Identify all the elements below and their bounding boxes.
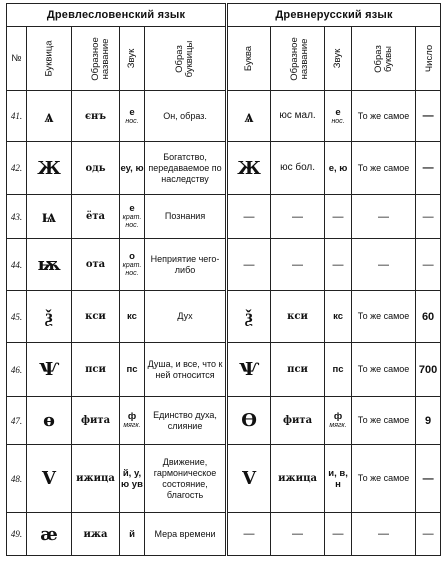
r-letter-meaning: То же самое bbox=[352, 445, 416, 513]
r-letter-sound bbox=[325, 195, 352, 239]
header-name bbox=[72, 27, 120, 91]
header-r-letter bbox=[227, 27, 271, 91]
r-letter-value: — bbox=[416, 239, 441, 291]
r-letter-sound bbox=[325, 513, 352, 556]
r-letter-glyph: ѧ bbox=[227, 91, 271, 142]
sound-note: мягк. bbox=[123, 422, 141, 429]
r-letter-name: — bbox=[271, 513, 325, 556]
letter-name: ижа bbox=[72, 513, 120, 556]
r-sound-text: — bbox=[332, 210, 344, 223]
table-row bbox=[7, 142, 441, 195]
letter-sound bbox=[120, 445, 145, 513]
r-letter-sound bbox=[325, 343, 352, 397]
title-old-church-slavonic: Древлесловенский язык bbox=[7, 4, 227, 27]
sound-note: крат. нос. bbox=[122, 262, 142, 277]
letter-glyph: Ж bbox=[27, 142, 72, 195]
table-row bbox=[7, 195, 441, 239]
letter-glyph: æ bbox=[27, 513, 72, 556]
alphabet-table-page bbox=[6, 3, 440, 558]
letter-name: кси bbox=[72, 291, 120, 343]
letter-meaning: Богатство, передаваемое по наследству bbox=[145, 142, 227, 195]
table-row bbox=[7, 445, 441, 513]
row-number: 45. bbox=[7, 291, 27, 343]
letter-name: ёта bbox=[72, 195, 120, 239]
letter-sound bbox=[120, 195, 145, 239]
r-letter-name: — bbox=[271, 239, 325, 291]
letter-sound bbox=[120, 239, 145, 291]
r-letter-meaning: То же самое bbox=[352, 291, 416, 343]
r-sound-text: и, в, н bbox=[328, 467, 348, 490]
letter-glyph: V bbox=[27, 445, 72, 513]
r-letter-meaning: То же самое bbox=[352, 91, 416, 142]
letter-name: пси bbox=[72, 343, 120, 397]
r-letter-glyph: — bbox=[227, 195, 271, 239]
letter-glyph: ѯ bbox=[27, 291, 72, 343]
letter-meaning: Неприятие чего-либо bbox=[145, 239, 227, 291]
r-letter-sound bbox=[325, 142, 352, 195]
r-letter-value: — bbox=[416, 513, 441, 556]
r-letter-name: — bbox=[271, 195, 325, 239]
r-sound-text: ф bbox=[333, 411, 343, 422]
r-letter-sound bbox=[325, 445, 352, 513]
r-letter-meaning: — bbox=[352, 239, 416, 291]
header-meaning bbox=[145, 27, 227, 91]
r-letter-meaning: — bbox=[352, 195, 416, 239]
row-number: 46. bbox=[7, 343, 27, 397]
r-letter-name: пси bbox=[271, 343, 325, 397]
r-letter-name: кси bbox=[271, 291, 325, 343]
header-r-name bbox=[271, 27, 325, 91]
header-r-sound-text: Звук bbox=[332, 48, 344, 69]
r-sound-text: пс bbox=[332, 364, 344, 375]
header-sound-text: Звук bbox=[126, 48, 138, 69]
letter-meaning: Мера времени bbox=[145, 513, 227, 556]
sound-text: е bbox=[129, 203, 135, 214]
r-letter-meaning: — bbox=[352, 513, 416, 556]
header-r-meaning bbox=[352, 27, 416, 91]
r-letter-sound bbox=[325, 239, 352, 291]
r-letter-value: — bbox=[416, 142, 441, 195]
table-row bbox=[7, 343, 441, 397]
r-letter-glyph: V bbox=[227, 445, 271, 513]
sound-text: й bbox=[129, 528, 135, 540]
letter-name: фита bbox=[72, 397, 120, 445]
table-row bbox=[7, 91, 441, 142]
header-sound bbox=[120, 27, 145, 91]
letter-glyph: ѩ bbox=[27, 195, 72, 239]
letter-sound bbox=[120, 91, 145, 142]
letter-sound bbox=[120, 343, 145, 397]
letter-meaning: Единство духа, слияние bbox=[145, 397, 227, 445]
row-number: 41. bbox=[7, 91, 27, 142]
r-letter-glyph: Ж bbox=[227, 142, 271, 195]
sound-note: крат. нос. bbox=[122, 214, 142, 229]
header-num bbox=[7, 27, 27, 91]
r-sound-text: — bbox=[332, 528, 344, 540]
r-letter-name: фита bbox=[271, 397, 325, 445]
header-r-meaning-text: Образ буквы bbox=[372, 44, 394, 73]
row-number: 47. bbox=[7, 397, 27, 445]
sound-note: нос. bbox=[125, 117, 139, 125]
sound-text: е bbox=[129, 106, 135, 118]
letter-sound bbox=[120, 142, 145, 195]
r-letter-value: 700 bbox=[416, 343, 441, 397]
table-row bbox=[7, 239, 441, 291]
title-old-russian: Древнерусский язык bbox=[227, 4, 441, 27]
letter-name: ижица bbox=[72, 445, 120, 513]
letter-glyph: ѧ bbox=[27, 91, 72, 142]
row-number: 44. bbox=[7, 239, 27, 291]
r-letter-glyph: Ѱ bbox=[227, 343, 271, 397]
sound-text: еу, ю bbox=[120, 162, 144, 174]
r-letter-value: — bbox=[416, 445, 441, 513]
header-letter-text: Буквица bbox=[43, 40, 55, 77]
r-sound-note: нос. bbox=[331, 117, 345, 125]
r-letter-sound bbox=[325, 91, 352, 142]
row-number: 42. bbox=[7, 142, 27, 195]
r-letter-value: 60 bbox=[416, 291, 441, 343]
r-letter-meaning: То же самое bbox=[352, 142, 416, 195]
header-num-text: № bbox=[11, 53, 22, 64]
header-name-text: Образное название bbox=[90, 36, 111, 81]
r-sound-text: е bbox=[335, 106, 341, 118]
r-letter-sound bbox=[325, 397, 352, 445]
row-number: 48. bbox=[7, 445, 27, 513]
r-letter-meaning: То же самое bbox=[352, 397, 416, 445]
sound-text: кс bbox=[127, 311, 137, 322]
letter-meaning: Душа, и все, что к ней относится bbox=[145, 343, 227, 397]
letter-meaning: Он, образ. bbox=[145, 91, 227, 142]
r-letter-glyph: — bbox=[227, 513, 271, 556]
letter-glyph: ѳ bbox=[27, 397, 72, 445]
letter-meaning: Познания bbox=[145, 195, 227, 239]
letter-glyph: ѭ bbox=[27, 239, 72, 291]
r-letter-name: ижица bbox=[271, 445, 325, 513]
letter-meaning: Дух bbox=[145, 291, 227, 343]
r-letter-name: юс бол. bbox=[271, 142, 325, 195]
table-row bbox=[7, 291, 441, 343]
row-number: 49. bbox=[7, 513, 27, 556]
r-letter-meaning: То же самое bbox=[352, 343, 416, 397]
letter-sound bbox=[120, 397, 145, 445]
sound-text: й, у, ю ув bbox=[121, 467, 143, 490]
r-letter-value: — bbox=[416, 91, 441, 142]
r-letter-glyph: Ѳ bbox=[227, 397, 271, 445]
header-r-sound bbox=[325, 27, 352, 91]
r-letter-glyph: ѯ bbox=[227, 291, 271, 343]
header-r-letter-text: Буква bbox=[243, 45, 255, 72]
header-row bbox=[7, 27, 441, 91]
header-letter bbox=[27, 27, 72, 91]
header-r-value-text: Число bbox=[424, 44, 436, 73]
letter-sound bbox=[120, 291, 145, 343]
header-meaning-text: Образ буквицы bbox=[174, 40, 196, 77]
letter-glyph: Ѱ bbox=[27, 343, 72, 397]
row-number: 43. bbox=[7, 195, 27, 239]
r-sound-text: кс bbox=[333, 311, 343, 322]
letter-name: єнъ bbox=[72, 91, 120, 142]
letter-name: ота bbox=[72, 239, 120, 291]
r-letter-value: 9 bbox=[416, 397, 441, 445]
title-row bbox=[7, 4, 441, 27]
table-row bbox=[7, 397, 441, 445]
r-sound-note: мягк. bbox=[329, 422, 347, 429]
header-r-name-text: Образное название bbox=[289, 36, 311, 81]
r-letter-glyph: — bbox=[227, 239, 271, 291]
alphabet-table bbox=[6, 3, 441, 556]
letter-name: одь bbox=[72, 142, 120, 195]
sound-text: о bbox=[129, 251, 135, 262]
header-r-value bbox=[416, 27, 441, 91]
r-letter-sound bbox=[325, 291, 352, 343]
r-sound-text: — bbox=[332, 258, 344, 271]
sound-text: ф bbox=[127, 411, 137, 422]
r-letter-value: — bbox=[416, 195, 441, 239]
r-letter-name: юс мал. bbox=[271, 91, 325, 142]
letter-meaning: Движение, гармоническое состояние, благость bbox=[145, 445, 227, 513]
r-sound-text: е, ю bbox=[328, 162, 348, 174]
table-row bbox=[7, 513, 441, 556]
letter-sound bbox=[120, 513, 145, 556]
sound-text: пс bbox=[126, 364, 138, 375]
